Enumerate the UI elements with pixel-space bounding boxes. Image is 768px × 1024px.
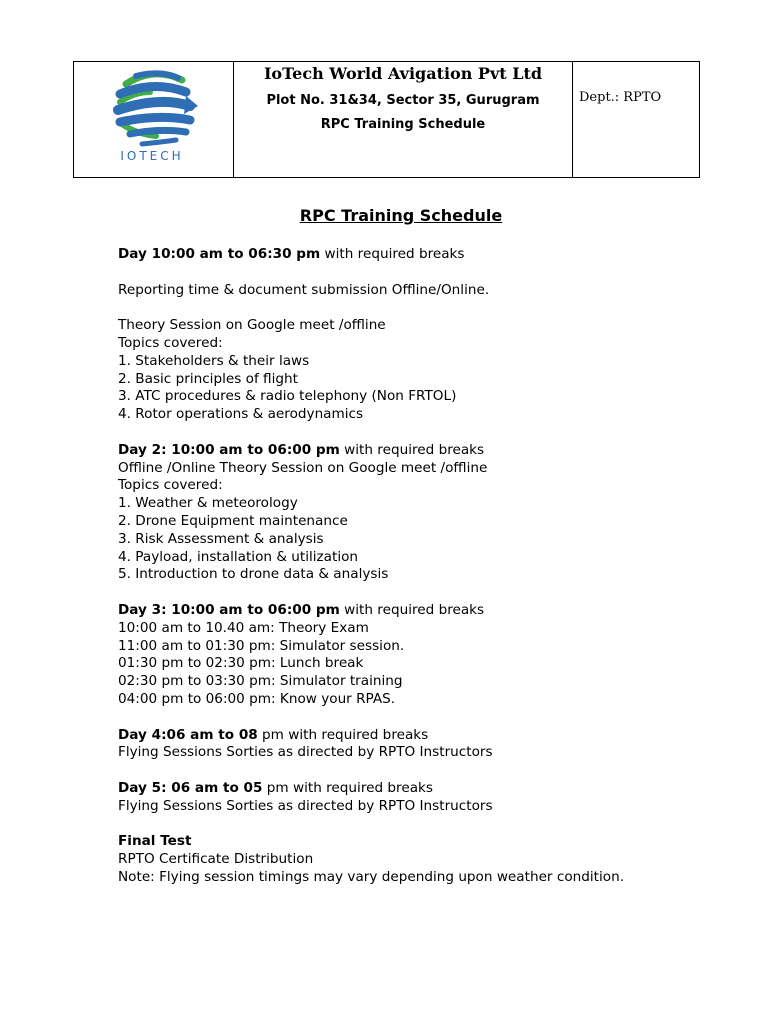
schedule-body (118, 246, 738, 887)
company-name: IoTech World Avigation Pvt Ltd (263, 64, 543, 83)
company-logo (74, 62, 230, 177)
list-item: 1. Weather & meteorology (118, 495, 298, 512)
globe-logo-icon (74, 62, 230, 152)
title-cell (234, 62, 573, 178)
final-heading: Final Test (118, 833, 192, 850)
day2-session: Offline /Online Theory Session on Google meet /offline (118, 459, 488, 476)
day1-heading: Day 10:00 am to 06:30 pm (118, 246, 321, 262)
header-table (73, 61, 700, 178)
dept-cell: Dept.: RPTO (573, 62, 700, 178)
day5-suffix: pm with required breaks (262, 779, 433, 796)
day1-reporting: Reporting time & document submission Offline/Online. (118, 281, 490, 298)
day4-suffix: pm with required breaks (257, 726, 429, 743)
list-item: 4. Payload, installation & utilization (118, 548, 359, 565)
logo-text: IOTECH (120, 149, 184, 163)
list-item: 04:00 pm to 06:00 pm: Know your RPAS. (118, 690, 396, 707)
day5-heading: Day 5: 06 am to 05 (118, 779, 263, 796)
day1-suffix: with required breaks (320, 246, 465, 262)
list-item: 10:00 am to 10.40 am: Theory Exam (118, 619, 369, 636)
list-item: 02:30 pm to 03:30 pm: Simulator training (118, 673, 403, 690)
final-certificate: RPTO Certificate Distribution (118, 851, 314, 868)
day5-heading-line (118, 780, 738, 798)
day2-heading: Day 2: 10:00 am to 06:00 pm (118, 441, 340, 458)
day1-heading-line (118, 246, 738, 264)
day3-heading: Day 3: 10:00 am to 06:00 pm (118, 601, 340, 618)
list-item: 3. ATC procedures & radio telephony (Non FRTOL) (118, 388, 457, 405)
header-doc-title: RPC Training Schedule (320, 117, 486, 132)
company-address: Plot No. 31&34, Sector 35, Gurugram (266, 93, 540, 108)
list-item: 1. Stakeholders & their laws (118, 352, 310, 369)
day2-topics-label: Topics covered: (118, 477, 223, 494)
list-item: 3. Risk Assessment & analysis (118, 530, 324, 547)
day3-heading-line (118, 602, 738, 620)
day4-detail: Flying Sessions Sorties as directed by RPTO Instructors (118, 744, 493, 761)
list-item: 4. Rotor operations & aerodynamics (118, 406, 364, 423)
list-item: 5. Introduction to drone data & analysis (118, 566, 389, 583)
day2-suffix: with required breaks (339, 441, 485, 458)
day1-topics-label: Topics covered: (118, 334, 223, 351)
list-item: 01:30 pm to 02:30 pm: Lunch break (118, 655, 364, 672)
page-title: RPC Training Schedule (299, 206, 503, 225)
final-note: Note: Flying session timings may vary depending upon weather condition. (118, 868, 625, 885)
day2-heading-line (118, 442, 738, 460)
day3-suffix: with required breaks (339, 601, 485, 618)
day1-session: Theory Session on Google meet /offline (118, 317, 386, 334)
day4-heading-line (118, 727, 738, 745)
day4-heading: Day 4:06 am to 08 (118, 726, 258, 743)
final-heading-line (118, 833, 738, 851)
logo-cell (74, 62, 234, 178)
list-item: 2. Basic principles of flight (118, 370, 298, 387)
list-item: 2. Drone Equipment maintenance (118, 512, 348, 529)
list-item: 11:00 am to 01:30 pm: Simulator session. (118, 637, 405, 654)
day5-detail: Flying Sessions Sorties as directed by RPTO Instructors (118, 797, 493, 814)
